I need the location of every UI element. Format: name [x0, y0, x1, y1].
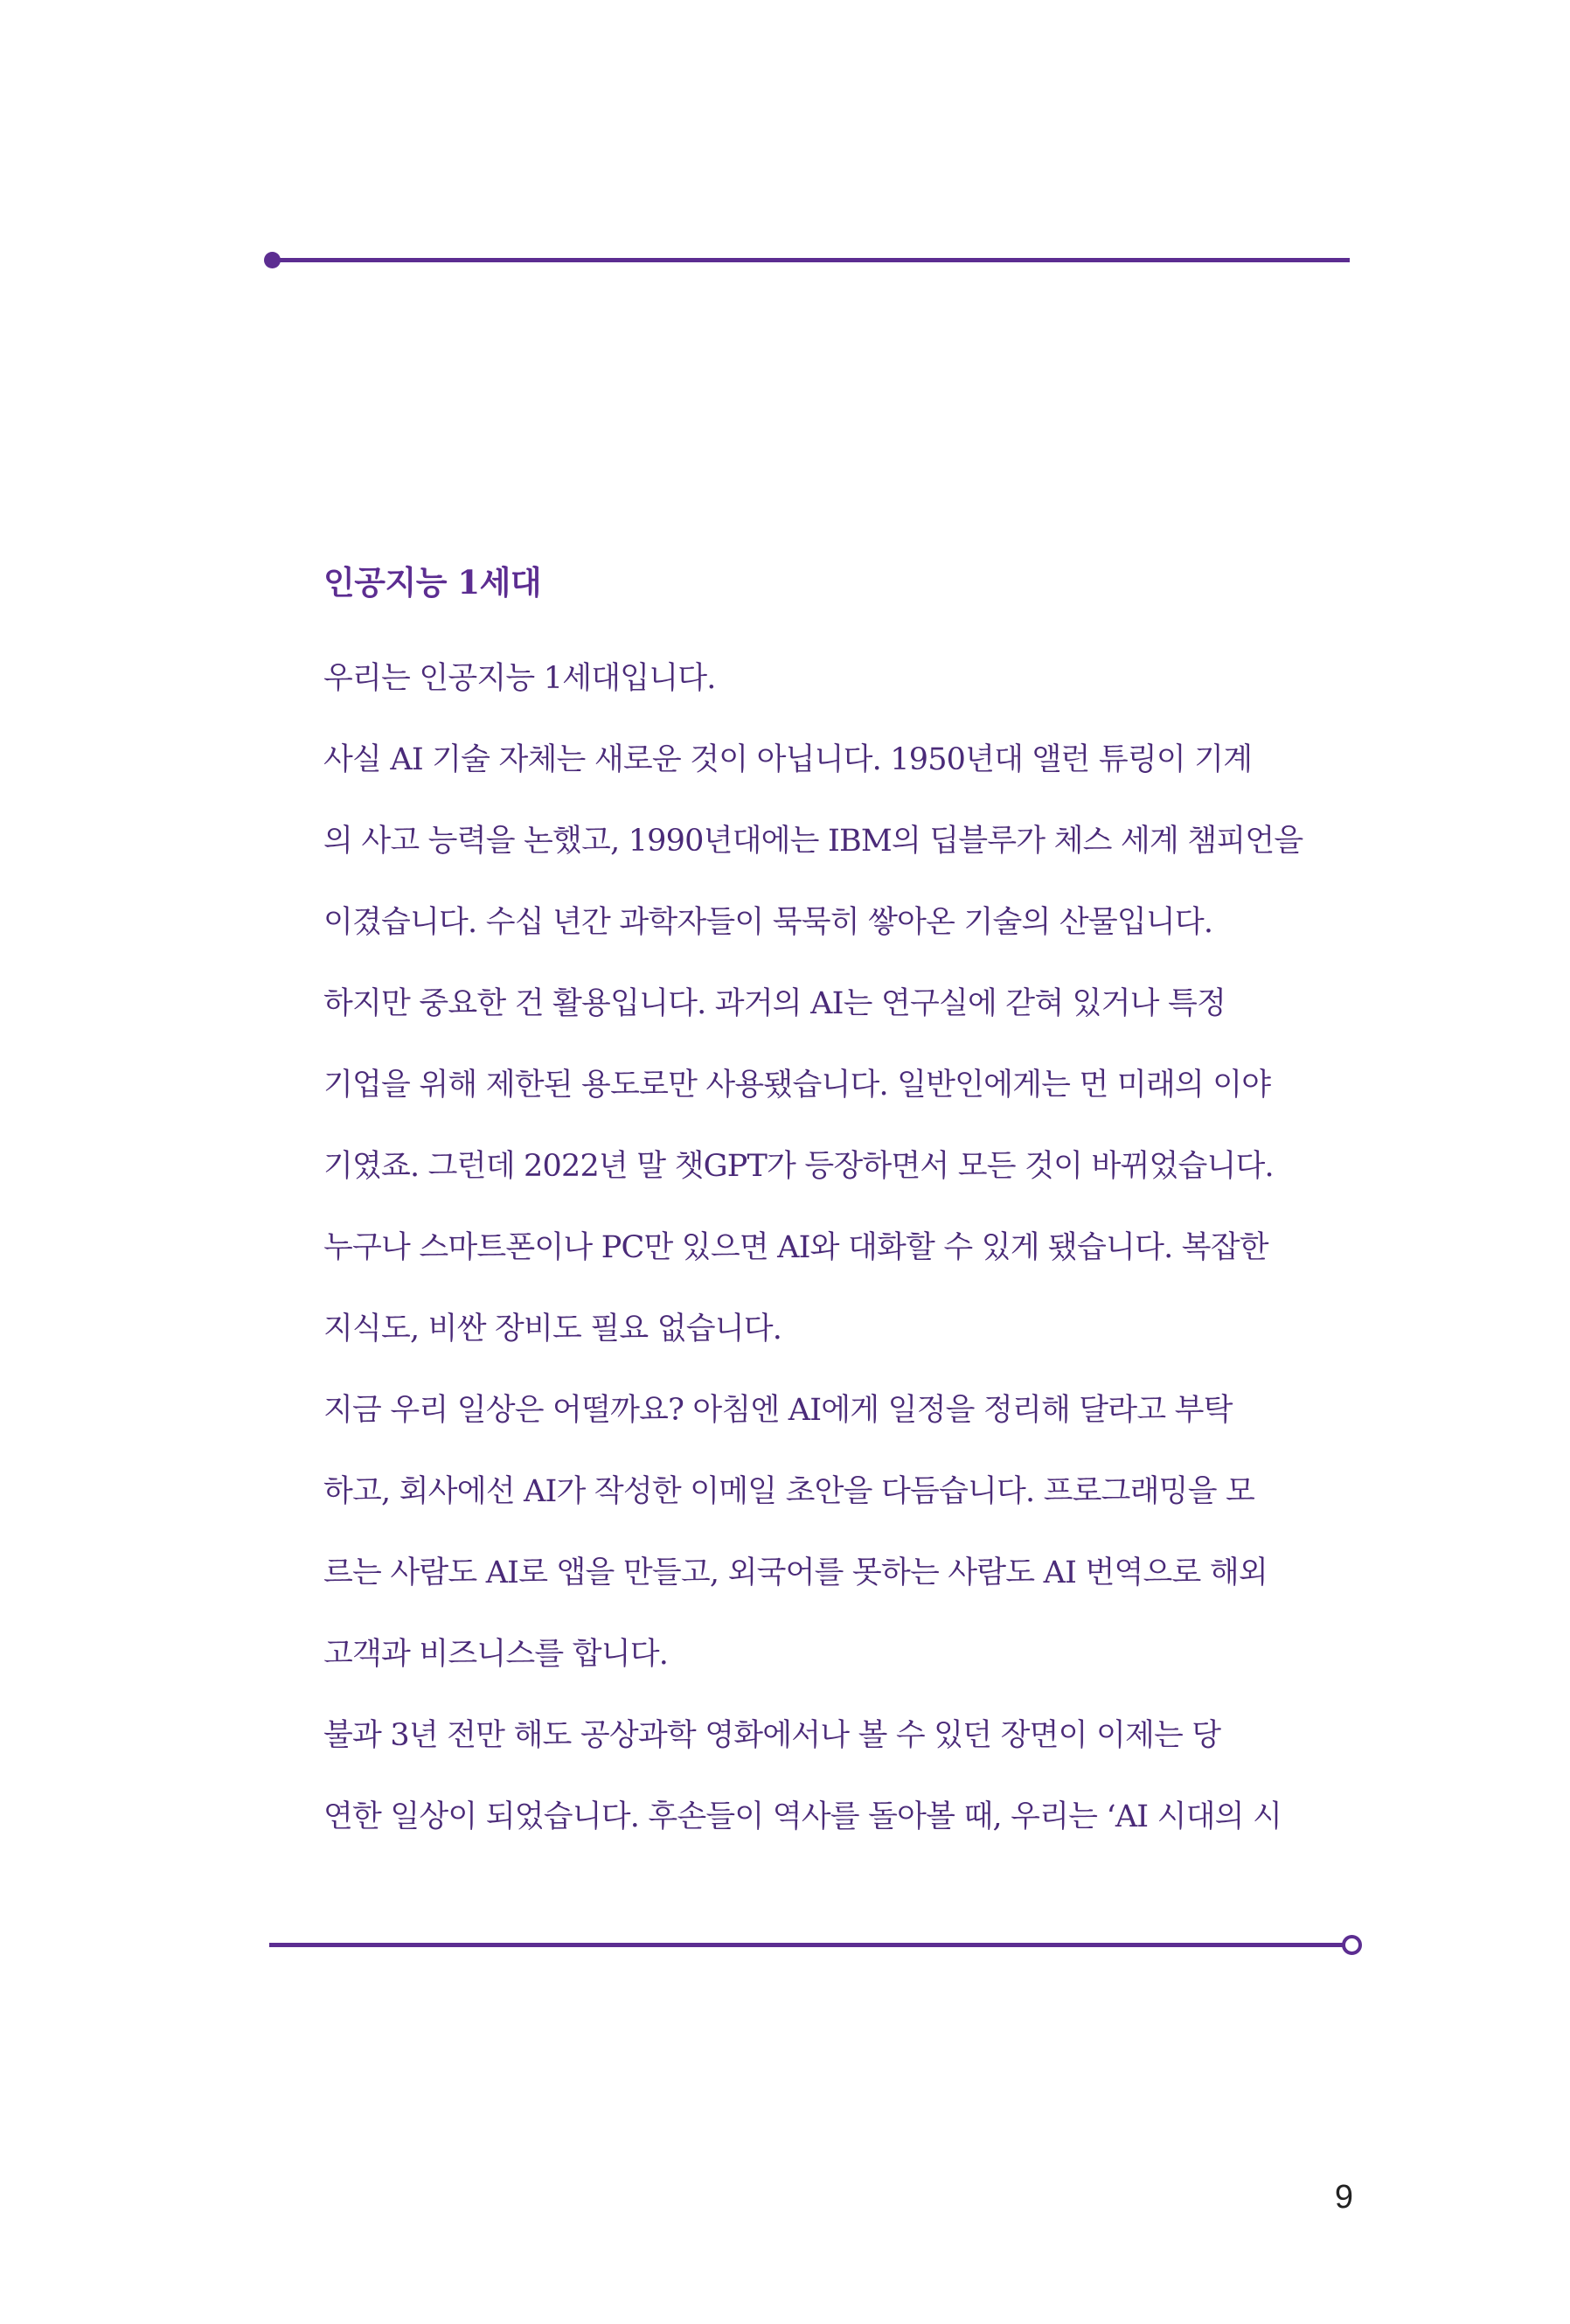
- text-line: 르는 사람도 AI로 앱을 만들고, 외국어를 못하는 사람도 AI 번역으로 해외: [323, 1555, 1268, 1590]
- top-divider: [273, 258, 1350, 262]
- text-line: 하지만 중요한 건 활용입니다. 과거의 AI는 연구실에 갇혀 있거나 특정: [323, 986, 1226, 1021]
- bottom-divider: [269, 1943, 1350, 1947]
- top-divider-dot: [264, 252, 281, 268]
- bottom-divider-line: [269, 1943, 1350, 1947]
- paragraph: [269, 964, 1350, 1370]
- text-line: 연한 일상이 되었습니다. 후손들이 역사를 돌아볼 때, 우리는 ‘AI 시대의 시: [323, 1799, 1282, 1834]
- text-line: 불과 3년 전만 해도 공상과학 영화에서나 볼 수 있던 장면이 이제는 당: [323, 1718, 1221, 1753]
- body-text: [269, 556, 1350, 1858]
- page-number: 9: [1334, 2179, 1353, 2216]
- text-line: 우리는 인공지능 1세대입니다.: [323, 661, 716, 696]
- text-line: 고객과 비즈니스를 합니다.: [323, 1637, 669, 1672]
- bottom-divider-ring: [1342, 1935, 1362, 1955]
- paragraph: [269, 638, 1350, 720]
- text-line: 기업을 위해 제한된 용도로만 사용됐습니다. 일반인에게는 먼 미래의 이야: [323, 1068, 1271, 1103]
- text-line: 지금 우리 일상은 어떨까요? 아침엔 AI에게 일정을 정리해 달라고 부탁: [323, 1393, 1233, 1428]
- text-line: 누구나 스마트폰이나 PC만 있으면 AI와 대화할 수 있게 됐습니다. 복잡한: [323, 1230, 1268, 1265]
- paragraph: [269, 1370, 1350, 1695]
- text-line: 하고, 회사에선 AI가 작성한 이메일 초안을 다듬습니다. 프로그래밍을 모: [323, 1474, 1255, 1509]
- text-line: 의 사고 능력을 논했고, 1990년대에는 IBM의 딥블루가 체스 세계 챔피언을: [323, 824, 1303, 859]
- text-line: 이겼습니다. 수십 년간 과학자들이 묵묵히 쌓아온 기술의 산물입니다.: [323, 905, 1213, 940]
- top-divider-line: [273, 258, 1350, 262]
- paragraph: [269, 720, 1350, 964]
- text-line: 지식도, 비싼 장비도 필요 없습니다.: [323, 1312, 782, 1346]
- text-line: 사실 AI 기술 자체는 새로운 것이 아닙니다. 1950년대 앨런 튜링이 기계: [323, 742, 1253, 777]
- text-line: 기였죠. 그런데 2022년 말 챗GPT가 등장하면서 모든 것이 바뀌었습니다.: [323, 1149, 1274, 1184]
- section-title: 인공지능 1세대: [323, 563, 542, 602]
- paragraph: [269, 1695, 1350, 1858]
